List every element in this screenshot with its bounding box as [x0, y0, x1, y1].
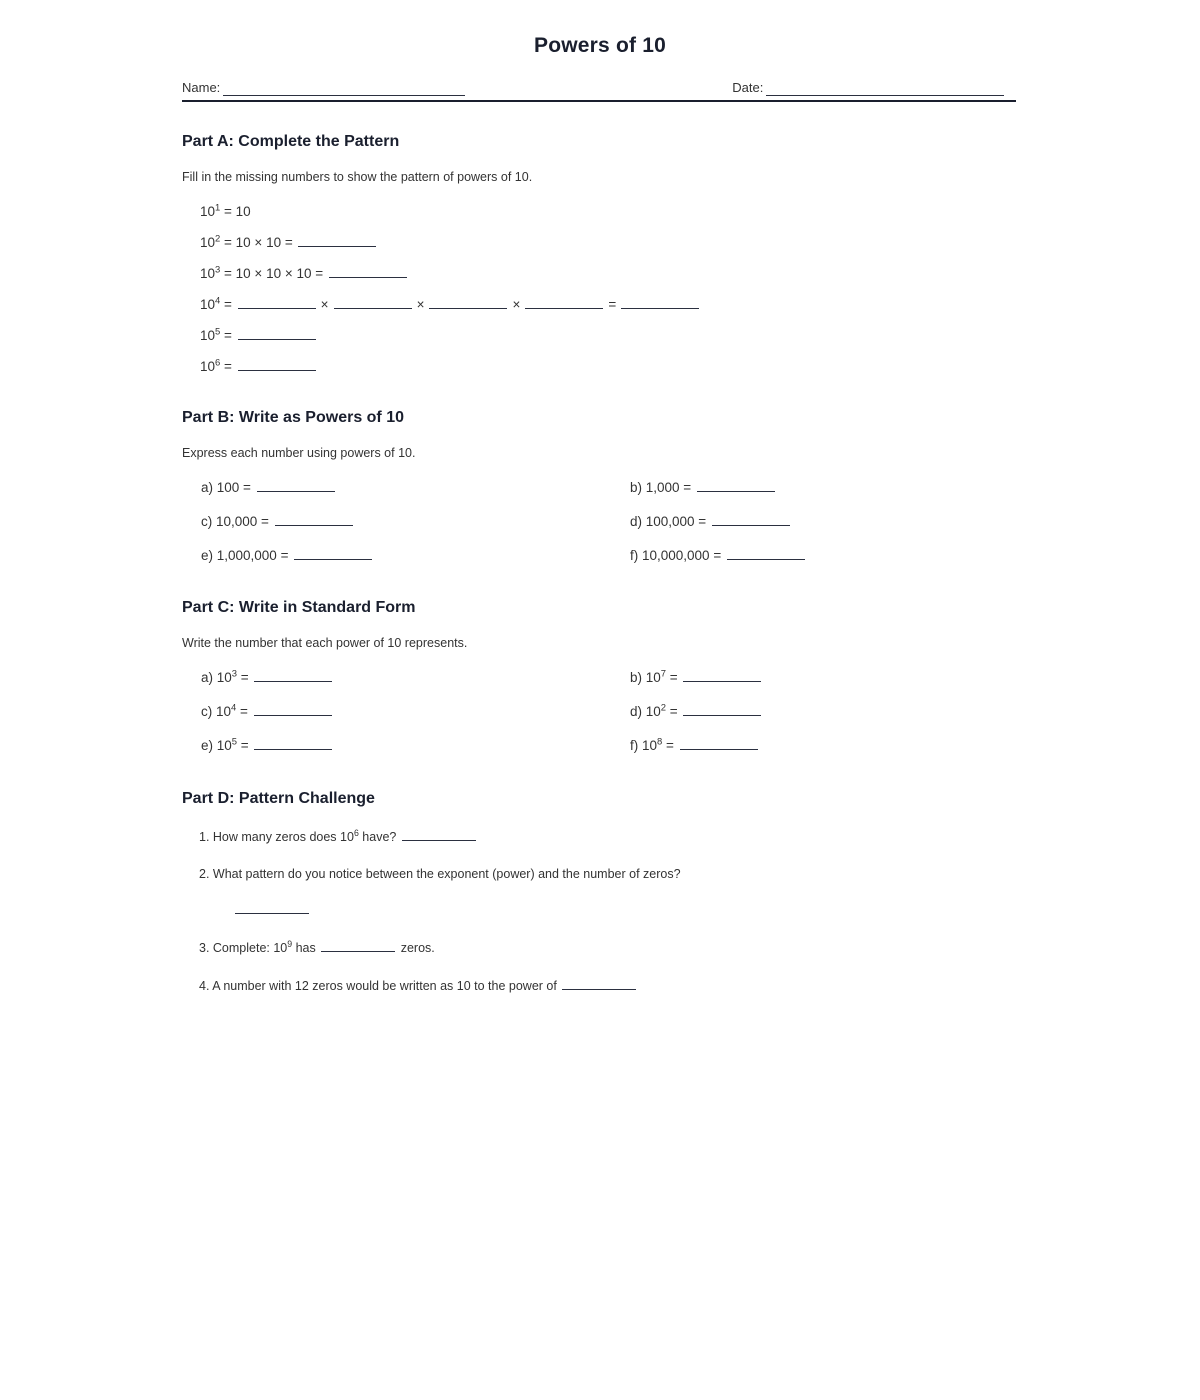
power-exponent: 2	[215, 233, 221, 245]
problem-suffix: =	[236, 704, 252, 719]
answer-blank[interactable]	[712, 513, 790, 526]
problem-item	[611, 513, 1018, 531]
equation-row	[182, 203, 1018, 221]
equation-row	[182, 234, 1018, 252]
question-text: 1. How many zeros does 10	[199, 830, 354, 844]
part-a-equation-list	[182, 203, 1018, 376]
problem-item	[611, 479, 1018, 497]
part-b-heading: Part B: Write as Powers of 10	[182, 409, 404, 426]
power-base: 10	[200, 328, 216, 343]
section-part-c	[182, 565, 1018, 755]
question-text: zeros.	[397, 941, 435, 955]
equation-body: =	[220, 328, 236, 343]
problem-suffix: =	[666, 670, 682, 685]
name-input-blank[interactable]	[223, 82, 465, 96]
power-exponent: 9	[287, 938, 293, 949]
answer-blank-long[interactable]	[235, 901, 309, 914]
problem-item	[182, 669, 611, 687]
problem-label: d) 10	[630, 704, 661, 719]
page-title: Powers of 10	[534, 34, 666, 57]
multiplication-sign: ×	[320, 297, 329, 312]
equation-body: = 10 × 10 × 10 =	[220, 266, 327, 281]
answer-blank[interactable]	[429, 296, 507, 309]
answer-blank[interactable]	[402, 828, 476, 841]
answer-blank[interactable]	[334, 296, 412, 309]
part-d-question-list	[182, 828, 1018, 995]
problem-label: b) 1,000 =	[630, 480, 695, 495]
power-exponent: 6	[353, 827, 359, 838]
name-date-row	[182, 80, 1018, 96]
equation-row	[182, 327, 1018, 345]
part-c-problem-grid	[182, 669, 1018, 755]
part-c-heading: Part C: Write in Standard Form	[182, 599, 416, 616]
answer-blank[interactable]	[238, 358, 316, 371]
date-input-blank[interactable]	[766, 82, 1004, 96]
answer-blank[interactable]	[680, 737, 758, 750]
problem-item	[611, 669, 1018, 687]
problem-item	[182, 513, 611, 531]
name-field-group[interactable]	[182, 80, 465, 96]
power-base: 10	[200, 297, 216, 312]
equation-row	[182, 265, 1018, 283]
power-exponent: 5	[231, 736, 238, 748]
problem-label: e) 1,000,000 =	[201, 548, 293, 563]
answer-blank[interactable]	[562, 977, 636, 990]
problem-item	[611, 547, 1018, 565]
answer-blank[interactable]	[727, 547, 805, 560]
equation-row	[182, 358, 1018, 376]
answer-blank[interactable]	[298, 234, 376, 247]
power-exponent: 1	[215, 202, 221, 214]
equation-body: =	[220, 297, 236, 312]
power-exponent: 4	[231, 702, 237, 714]
problem-item	[611, 703, 1018, 721]
answer-blank[interactable]	[697, 479, 775, 492]
part-a-heading: Part A: Complete the Pattern	[182, 133, 400, 150]
equals-sign: =	[608, 297, 617, 312]
equation-body: = 10 × 10 =	[220, 235, 297, 250]
power-base: 10	[200, 266, 216, 281]
question-item-1	[182, 828, 1018, 846]
question-item-3	[182, 939, 1018, 957]
power-exponent: 3	[215, 264, 221, 276]
part-b-intro: Express each number using powers of 10.	[182, 446, 416, 460]
question-text: 4. A number with 12 zeros would be written as 10 to the power of	[199, 979, 561, 993]
problem-label: f) 10,000,000 =	[630, 548, 725, 563]
equation-row	[182, 296, 1018, 314]
question-text: 2. What pattern do you notice between the exponent (power) and the number of zeros?	[199, 867, 681, 881]
question-text: has	[292, 941, 320, 955]
problem-label: a) 100 =	[201, 480, 255, 495]
equation-body: =	[220, 359, 236, 374]
section-part-a	[182, 102, 1018, 376]
problem-label: f) 10	[630, 738, 658, 753]
problem-suffix: =	[237, 670, 253, 685]
problem-label: c) 10	[201, 704, 232, 719]
power-base: 10	[200, 235, 216, 250]
part-a-intro: Fill in the missing numbers to show the pattern of powers of 10.	[182, 170, 533, 184]
answer-blank[interactable]	[683, 669, 761, 682]
name-label: Name:	[182, 80, 221, 95]
question-text: 3. Complete: 10	[199, 941, 288, 955]
equation-body: = 10	[220, 204, 251, 219]
problem-label: a) 10	[201, 670, 232, 685]
part-b-problem-grid	[182, 479, 1018, 565]
problem-suffix: =	[662, 738, 678, 753]
answer-blank[interactable]	[254, 703, 332, 716]
answer-blank[interactable]	[329, 265, 407, 278]
answer-blank[interactable]	[238, 296, 316, 309]
power-base: 10	[200, 359, 216, 374]
answer-blank[interactable]	[257, 479, 335, 492]
problem-item	[182, 479, 611, 497]
part-d-heading: Part D: Pattern Challenge	[182, 790, 375, 807]
answer-blank[interactable]	[275, 513, 353, 526]
power-exponent: 3	[231, 668, 238, 680]
power-exponent: 7	[660, 668, 667, 680]
answer-blank[interactable]	[238, 327, 316, 340]
long-answer-area[interactable]	[199, 901, 1018, 919]
answer-blank[interactable]	[294, 547, 372, 560]
section-part-d	[182, 755, 1018, 995]
problem-label: e) 10	[201, 738, 232, 753]
problem-label: c) 10,000 =	[201, 514, 273, 529]
section-part-b	[182, 376, 1018, 565]
power-exponent: 2	[660, 702, 667, 714]
problem-label: d) 100,000 =	[630, 514, 710, 529]
answer-blank[interactable]	[321, 939, 395, 952]
problem-item	[182, 547, 611, 565]
answer-blank[interactable]	[621, 296, 699, 309]
multiplication-sign: ×	[512, 297, 521, 312]
problem-suffix: =	[237, 738, 253, 753]
answer-blank[interactable]	[683, 703, 761, 716]
problem-label: b) 10	[630, 670, 661, 685]
question-item-2	[182, 866, 1018, 919]
date-field-group[interactable]	[732, 80, 1004, 96]
power-exponent: 5	[215, 326, 221, 338]
problem-item	[182, 703, 611, 721]
part-c-intro: Write the number that each power of 10 represents.	[182, 636, 468, 650]
problem-item	[182, 737, 611, 755]
power-base: 10	[200, 204, 216, 219]
date-label: Date:	[732, 80, 764, 95]
problem-item	[611, 737, 1018, 755]
power-exponent: 8	[657, 736, 663, 748]
power-exponent: 4	[215, 295, 221, 307]
answer-blank[interactable]	[254, 669, 332, 682]
answer-blank[interactable]	[525, 296, 603, 309]
power-exponent: 6	[215, 357, 221, 369]
worksheet-body	[182, 0, 1018, 995]
answer-blank[interactable]	[254, 737, 332, 750]
question-item-4	[182, 977, 1018, 995]
question-text: have?	[358, 830, 400, 844]
problem-suffix: =	[666, 704, 682, 719]
multiplication-sign: ×	[416, 297, 425, 312]
